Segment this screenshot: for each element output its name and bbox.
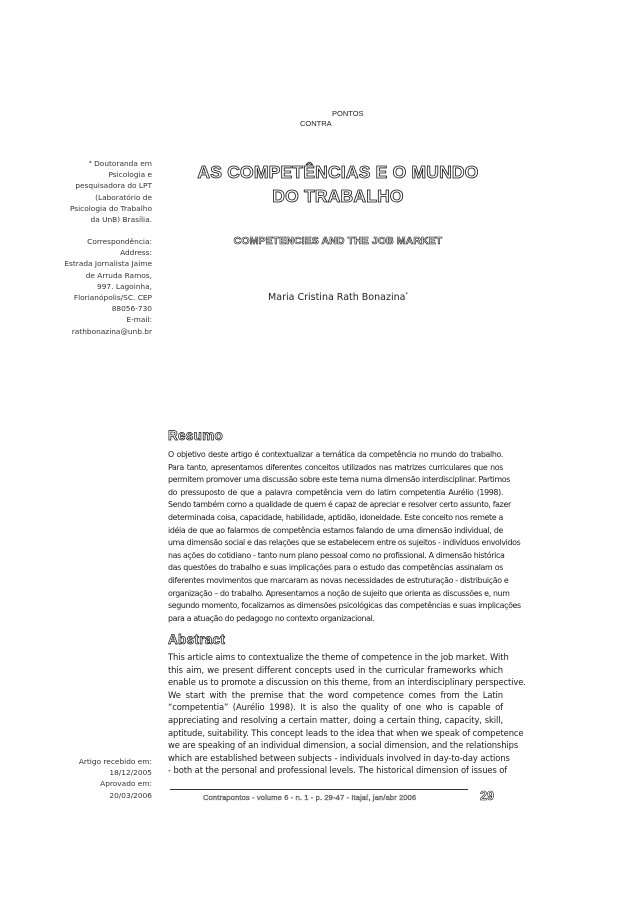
approved-date: 20/03/2006: [109, 790, 152, 800]
correspondence-line: 88056-730: [111, 304, 152, 314]
resumo-line: diferentes movimentos que marcaram as novas necessidades de estruturação - distribuição e: [168, 575, 509, 585]
resumo-heading: Resumo: [168, 428, 224, 443]
abstract-line: this aim, we present different concepts used in the curricular frameworks which: [168, 664, 503, 675]
affiliation-line: Psicologia e: [108, 170, 152, 180]
correspondence-block: [62, 236, 152, 337]
title-line-1: AS COMPETÊNCIAS E O MUNDO: [197, 162, 479, 182]
footer-citation: Contrapontos - volume 6 - n. 1 - p. 29-47 - Itajaí, jan/abr 2006: [203, 793, 417, 802]
resumo-line: Sendo também como a qualidade de quem é capaz de apreciar e resolver certo assunto, fazer: [168, 500, 511, 510]
resumo-line: uma dimensão social e das relações que se estabelecem entre os sujeitos - indivíduos envolvidos: [168, 538, 521, 548]
correspondence-line: Address:: [120, 248, 152, 258]
resumo-line: segundo momento, focalizamos as dimensões psicológicas das competências e suas implicações: [168, 601, 521, 611]
approved-label: Aprovado em:: [100, 779, 152, 789]
resumo-line: para a atuação do pedagogo no contexto organizacional.: [168, 613, 375, 623]
correspondence-line: Florianópolis/SC. CEP: [73, 293, 152, 303]
resumo-line: do pressuposto de que a palavra competência vem do latim competentia Aurélio (1998).: [168, 487, 503, 497]
article-dates: [62, 756, 152, 801]
resumo-line: das questões do trabalho e suas implicações para o estudo das competências assinalam os: [168, 563, 503, 573]
abstract-line: enable us to promote a discussion on this theme, from an interdisciplinary perspective.: [168, 677, 526, 688]
journal-logo: [300, 109, 370, 131]
received-label: Artigo recebido em:: [78, 757, 152, 766]
affiliation-footnote-mark: *: [88, 160, 92, 167]
correspondence-line: 997. Lagoinha,: [97, 281, 152, 291]
resumo-line: determinada coisa, capacidade, habilidade, aptidão, idoneidade. Este conceito nos remete a: [168, 512, 503, 522]
abstract-line: We start with the premise that the word competence comes from the Latin: [168, 689, 503, 700]
abstract-body: [168, 651, 526, 777]
abstract-line: which are established between subjects - individuals involved in day-to-day actions: [168, 752, 510, 763]
affiliation-line: (Laboratório de: [95, 192, 152, 202]
article-title: [168, 160, 508, 208]
resumo-line: organização – do trabalho. Apresentamos a noção de sujeito que orienta as discussões e, num: [168, 588, 510, 598]
correspondence-line: Correspondência:: [87, 237, 152, 246]
author-footnote-mark: *: [405, 292, 408, 298]
affiliation-line: Psicologia do Trabalho: [69, 203, 152, 213]
abstract-line: “competentia” (Aurélio 1998). It is also the quality of one who is capable of: [168, 702, 503, 713]
affiliation-line: * Doutoranda em: [88, 159, 152, 168]
abstract-heading: Abstract: [168, 632, 226, 647]
affiliation-line: pesquisadora do LPT: [75, 181, 152, 191]
resumo-line: Para tanto, apresentamos diferentes conceitos utilizados nas matrizes curriculares que nos: [168, 462, 503, 472]
logo-word-pontos: PONTOS: [332, 109, 364, 118]
title-line-2: DO TRABALHO: [272, 186, 404, 206]
affiliation-line: da UnB) Brasília.: [90, 215, 152, 225]
correspondence-line: Estrada Jornalista Jaime: [64, 259, 152, 269]
abstract-line: appreciating and resolving a certain matter, doing a certain thing, capacity, skill,: [168, 714, 503, 725]
abstract-line: we are speaking of an individual dimension, a social dimension, and the relationships: [168, 740, 519, 751]
footer-rule: [170, 789, 468, 790]
abstract-line: This article aims to contextualize the theme of competence in the job market. With: [168, 652, 509, 662]
resumo-body: [168, 449, 521, 625]
logo-word-contra: CONTRA: [300, 119, 332, 128]
author-line: [168, 292, 508, 303]
page-number: 29: [480, 789, 494, 803]
resumo-line: O objetivo deste artigo é contextualizar a temática da competência no mundo do trabalho.: [168, 450, 503, 459]
correspondence-line: de Arruda Ramos,: [85, 270, 152, 280]
abstract-line: aptitude, suitability. This concept leads to the idea that when we speak of competence: [168, 727, 524, 738]
resumo-line: nas ações do cotidiano - tanto num plano pessoal como no profissional. A dimensão histórica: [168, 550, 505, 560]
abstract-line: - both at the personal and professional levels. The historical dimension of issues of: [168, 765, 508, 776]
author-affiliation: [62, 158, 152, 225]
email-address[interactable]: rathbonazina@unb.br: [71, 326, 152, 336]
article-subtitle: COMPETENCIES AND THE JOB MARKET: [233, 235, 443, 247]
received-date: 18/12/2005: [109, 768, 152, 778]
resumo-line: idéia de que ao falarmos de competência estamos falando de uma dimensão individual, de: [168, 525, 503, 535]
resumo-line: permitem promover uma discussão sobre este tema numa dimensão interdisciplinar. Partimos: [168, 475, 511, 485]
author-name: Maria Cristina Rath Bonazina: [268, 292, 406, 304]
correspondence-line: E-mail:: [126, 315, 152, 325]
